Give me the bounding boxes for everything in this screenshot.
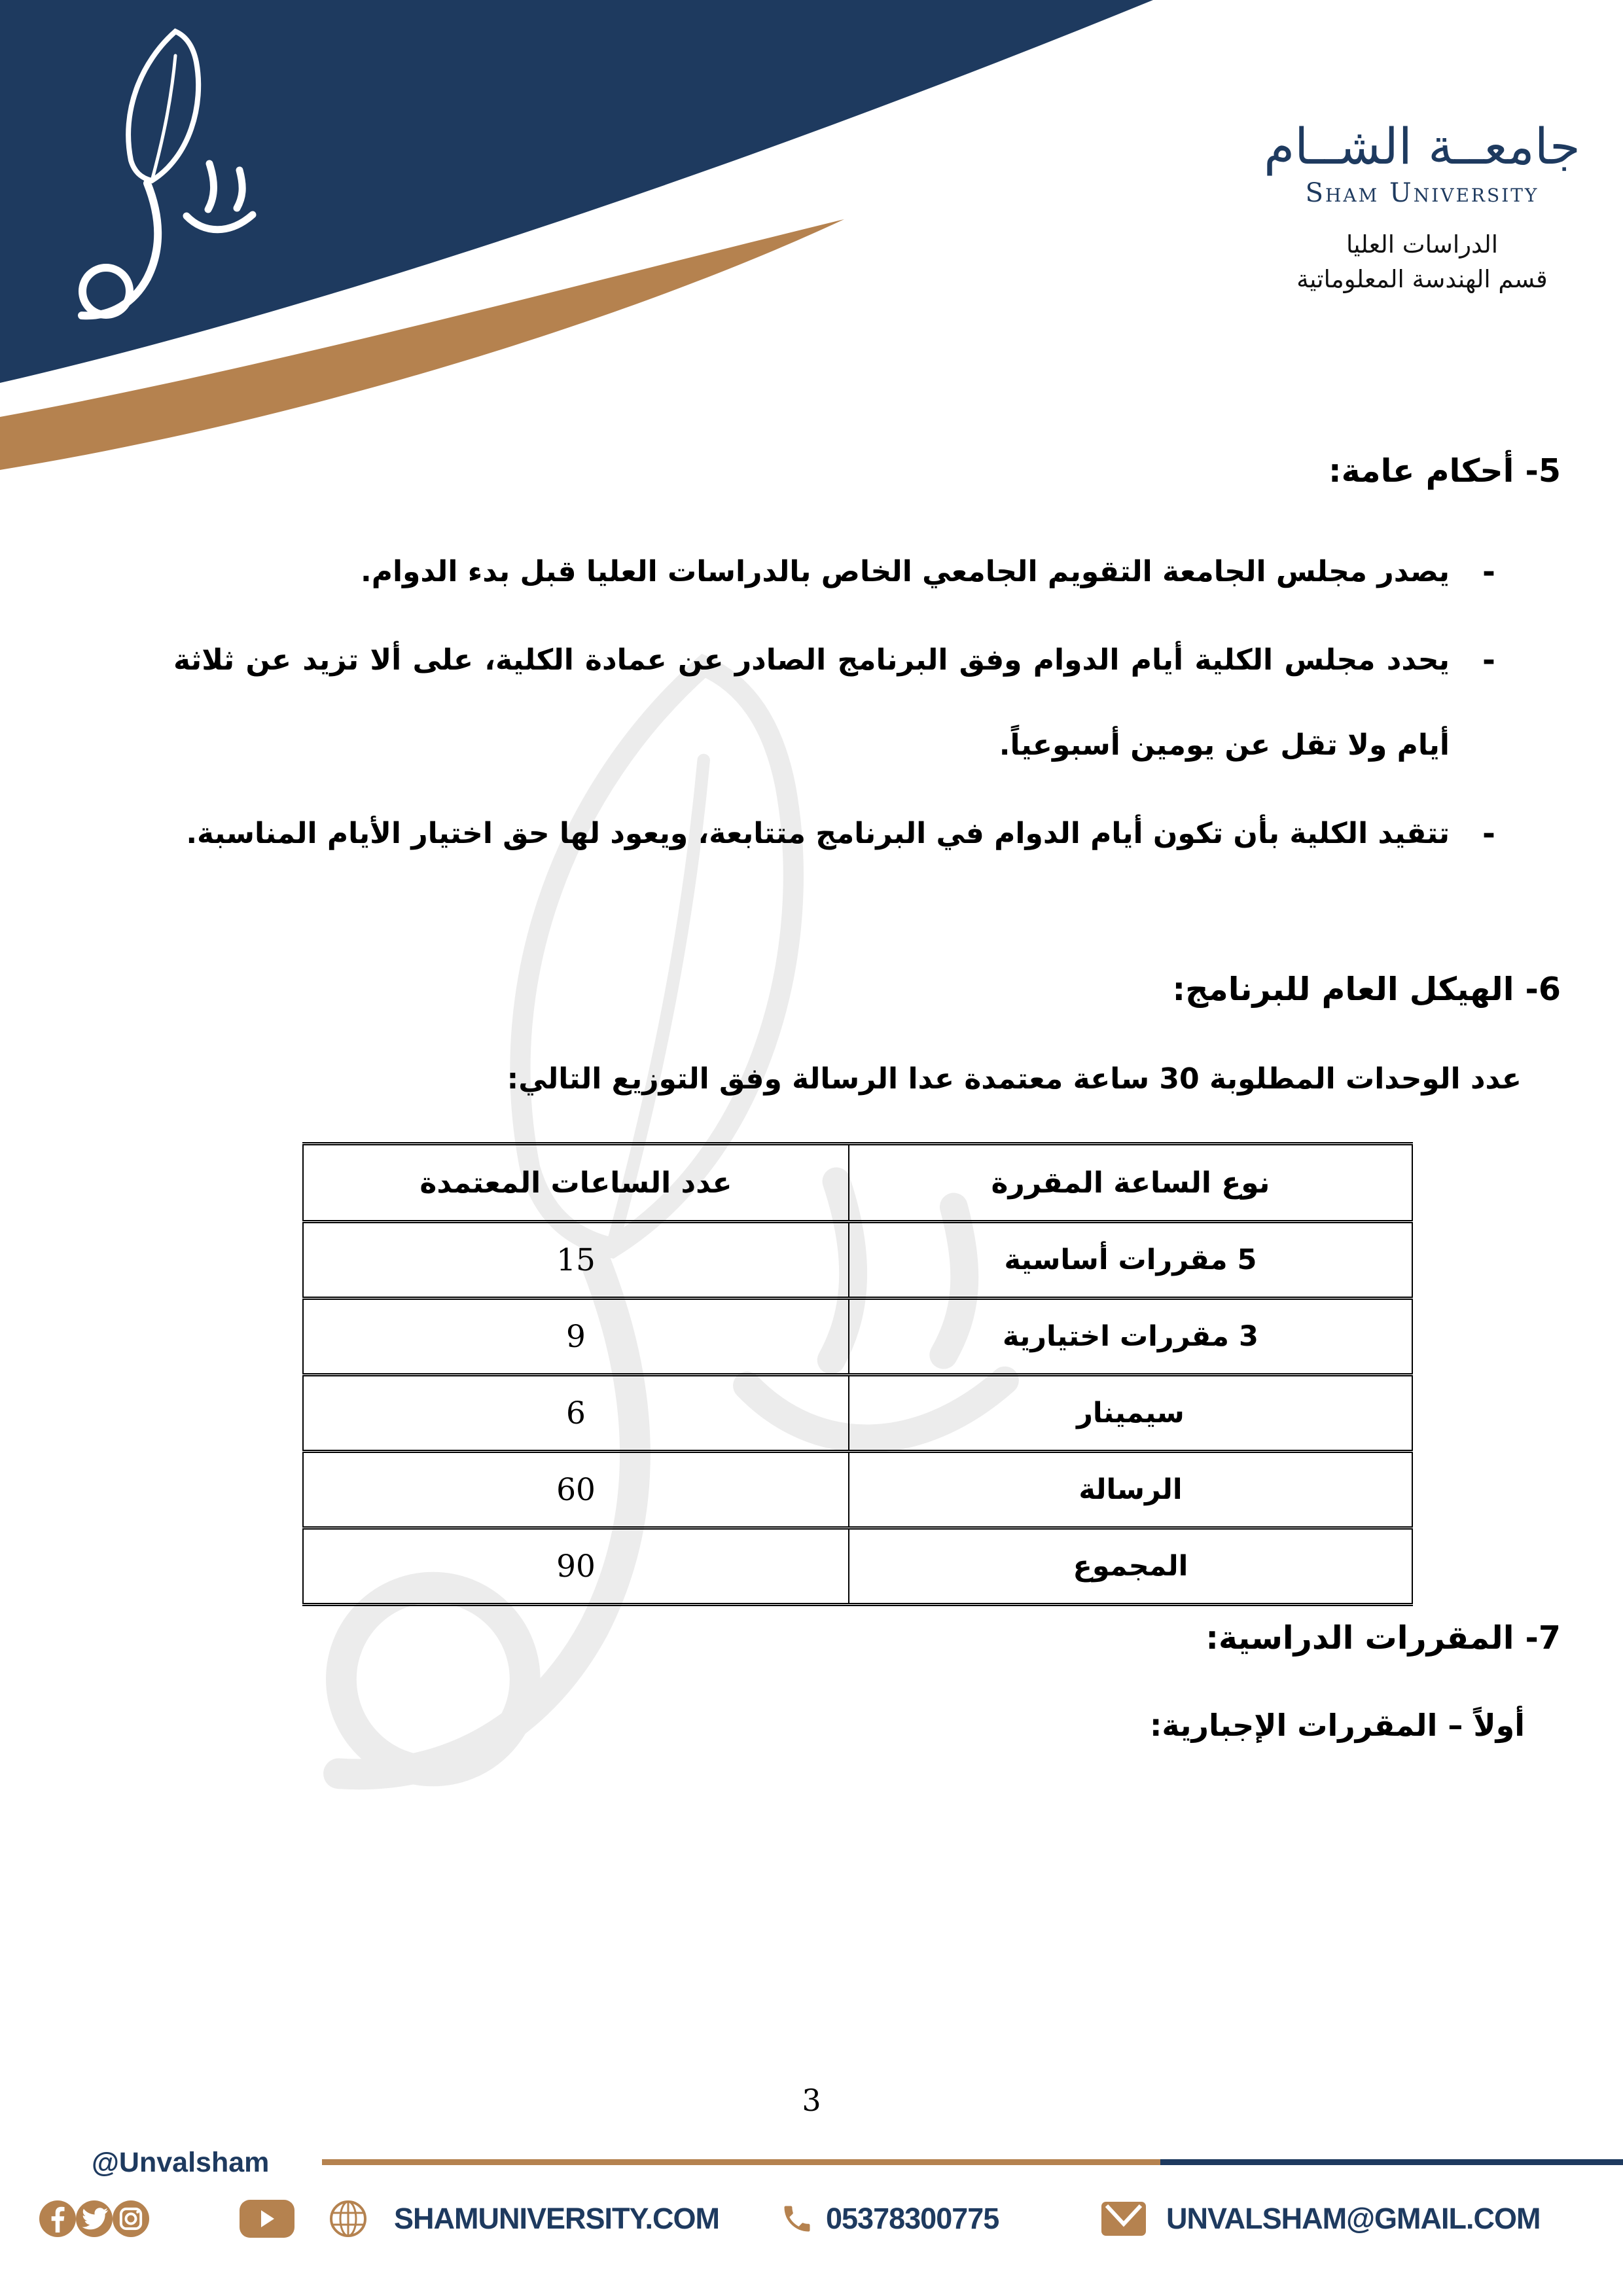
total-hours-cell: 90 <box>556 1548 596 1585</box>
email-link[interactable]: UNVALSHAM@GMAIL.COM <box>1166 2202 1541 2235</box>
facebook-icon[interactable] <box>39 2200 76 2237</box>
hours-cell: 15 <box>556 1242 596 1278</box>
globe-icon[interactable] <box>329 2199 368 2241</box>
hours-cell: 60 <box>556 1471 596 1508</box>
hours-cell: 9 <box>566 1318 586 1355</box>
department-label: قسم الهندسة المعلوماتية <box>1296 264 1548 293</box>
phone-number[interactable]: 05378300775 <box>826 2202 999 2235</box>
mandatory-courses-subtitle: أولاً – المقررات الإجبارية: <box>1149 1708 1525 1743</box>
page-number: 3 <box>802 2083 821 2118</box>
phone-icon <box>780 2202 814 2238</box>
website-link[interactable]: SHAMUNIVERSITY.COM <box>394 2202 720 2235</box>
course-type-cell: الرسالة <box>1079 1473 1183 1506</box>
bullet-text: يحدد مجلس الكلية أيام الدوام وفق البرنامج الصادر عن عمادة الكلية، على ألا تزيد عن ثلاثة أيام ولا تقل عن يومين أسبوعياً. <box>173 643 1450 762</box>
section-6-title: 6- الهيكل العام للبرنامج: <box>1172 971 1561 1008</box>
university-name-ar: جامعــة الشــام <box>1264 117 1580 175</box>
envelope-icon <box>1101 2202 1146 2238</box>
course-type-cell: 3 مقررات اختيارية <box>1003 1320 1258 1353</box>
grad-studies-label: الدراسات العليا <box>1346 230 1499 259</box>
hours-cell: 6 <box>566 1395 586 1431</box>
course-type-cell: 5 مقررات أساسية <box>1004 1244 1257 1276</box>
bullet-text: تتقيد الكلية بأن تكون أيام الدوام في البرنامج متتابعة، ويعود لها حق اختيار الأيام المناسبة. <box>186 817 1450 850</box>
course-type-cell: سيمينار <box>1077 1397 1185 1429</box>
youtube-icon[interactable] <box>240 2200 294 2238</box>
twitter-icon[interactable] <box>76 2200 113 2237</box>
section-7-title: 7- المقررات الدراسية: <box>1205 1619 1561 1657</box>
units-intro-text: عدد الوحدات المطلوبة 30 ساعة معتمدة عدا الرسالة وفق التوزيع التالي: <box>507 1062 1522 1096</box>
bullet-dash-icon: - <box>1482 816 1495 852</box>
total-label-cell: المجموع <box>1073 1550 1188 1583</box>
bullet-dash-icon: - <box>1482 642 1495 679</box>
instagram-icon[interactable] <box>113 2200 149 2237</box>
section-5-title: 5- أحكام عامة: <box>1328 452 1561 490</box>
social-handle[interactable]: @Unvalsham <box>92 2147 270 2178</box>
bullet-text: يصدر مجلس الجامعة التقويم الجامعي الخاص بالدراسات العليا قبل بدء الدوام. <box>361 555 1450 588</box>
university-name-en: Sham University <box>1305 177 1539 208</box>
column-header-hours: عدد الساعات المعتمدة <box>303 1144 849 1222</box>
column-header-type: نوع الساعة المقررة <box>849 1144 1412 1222</box>
bullet-dash-icon: - <box>1482 554 1495 590</box>
